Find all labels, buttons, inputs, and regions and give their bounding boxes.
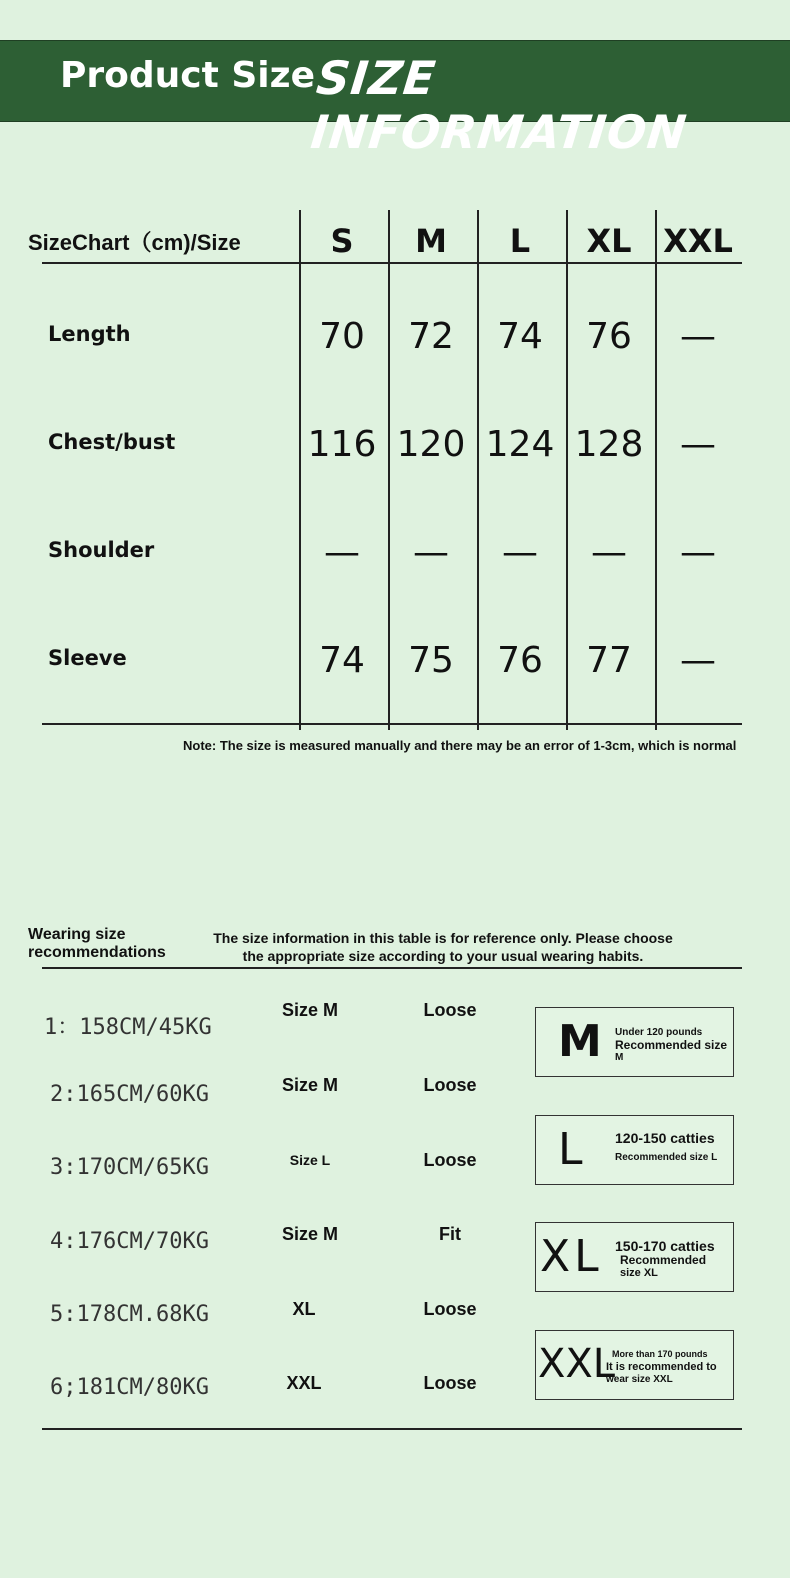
recommendation-size: Size L xyxy=(289,1152,331,1168)
table-cell: 120 xyxy=(396,424,466,465)
recommendations-bottom-divider xyxy=(42,1428,742,1430)
size-header-xxl: XXL xyxy=(663,222,733,260)
recommendation-person: 3:170CM/65KG xyxy=(50,1155,209,1180)
size-box-text: Recommended xyxy=(620,1253,707,1267)
table-cell: — xyxy=(502,532,538,573)
header-banner xyxy=(0,40,790,159)
recommendation-fit: Loose xyxy=(423,1000,477,1020)
table-bottom-divider xyxy=(42,723,742,725)
table-cell: 70 xyxy=(319,316,365,357)
recommendation-fit: Loose xyxy=(423,1299,477,1319)
table-cell: 77 xyxy=(586,640,632,681)
page-title: Product Size xyxy=(60,55,315,96)
size-header-m: M xyxy=(415,222,447,260)
table-cell: 128 xyxy=(574,424,644,465)
recommendation-person: 5:178CM.68KG xyxy=(50,1302,209,1327)
row-label-chest: Chest/bust xyxy=(48,430,176,454)
table-cell: — xyxy=(413,532,449,573)
size-box-text: 150-170 catties xyxy=(615,1238,715,1254)
size-box-l xyxy=(535,1115,734,1185)
size-chart-label: SizeChart（cm)/Size xyxy=(28,230,241,255)
recommendation-size: Size M xyxy=(281,1224,338,1244)
recommendation-fit: Loose xyxy=(423,1373,477,1393)
recommendation-size: Size M xyxy=(281,1075,338,1095)
size-box-letter: XXL xyxy=(538,1341,616,1387)
recommendations-title xyxy=(28,926,166,962)
table-cell: 75 xyxy=(408,640,454,681)
size-box-text: Recommended size L xyxy=(615,1152,718,1163)
recommendation-size: Size M xyxy=(281,1000,338,1020)
table-cell: — xyxy=(324,532,360,573)
table-cell: — xyxy=(680,640,716,681)
table-cell: — xyxy=(591,532,627,573)
size-box-text: 120-150 catties xyxy=(615,1130,715,1146)
table-cell: 74 xyxy=(319,640,365,681)
table-header-divider xyxy=(42,262,742,264)
table-cell: — xyxy=(680,424,716,465)
recommendations-info-line: the appropriate size according to your usual wearing habits. xyxy=(242,948,644,964)
size-box-text: Under 120 pounds xyxy=(615,1027,703,1038)
row-label-shoulder: Shoulder xyxy=(48,538,155,562)
size-box-text: M xyxy=(615,1052,624,1063)
size-header-l: L xyxy=(509,222,531,260)
size-box-letter: M xyxy=(558,1016,602,1067)
size-box-text: wear size XXL xyxy=(606,1374,673,1385)
recommendations-info-line: The size information in this table is for reference only. Please choose xyxy=(213,930,673,946)
size-box-letter: XL xyxy=(540,1231,603,1282)
table-cell: 124 xyxy=(485,424,555,465)
recommendations-title-line: recommendations xyxy=(28,944,166,961)
recommendation-person: 2:165CM/60KG xyxy=(50,1082,209,1107)
size-box-xl xyxy=(535,1222,734,1292)
table-cell: 76 xyxy=(586,316,632,357)
size-box-text: size XL xyxy=(620,1267,658,1279)
size-box-letter: L xyxy=(558,1124,583,1175)
table-cell: 72 xyxy=(408,316,454,357)
size-box-text: Recommended size xyxy=(615,1038,728,1052)
recommendation-fit: Loose xyxy=(423,1150,477,1170)
recommendation-size: XXL xyxy=(286,1373,322,1393)
table-cell: — xyxy=(680,316,716,357)
size-header-s: S xyxy=(330,222,354,260)
recommendations-title-line: Wearing size xyxy=(28,926,126,943)
row-label-length: Length xyxy=(48,322,131,346)
recommendation-fit: Loose xyxy=(423,1075,477,1095)
table-cell: 74 xyxy=(497,316,543,357)
table-cell: 76 xyxy=(497,640,543,681)
recommendation-fit: Fit xyxy=(439,1224,461,1244)
size-box-xxl xyxy=(535,1330,734,1400)
size-box-text: More than 170 pounds xyxy=(612,1349,708,1359)
row-label-sleeve: Sleeve xyxy=(48,646,127,670)
recommendation-person: 4:176CM/70KG xyxy=(50,1229,209,1254)
size-header-xl: XL xyxy=(586,222,632,260)
recommendations-info xyxy=(198,929,688,965)
recommendation-person: 1：158CM/45KG xyxy=(44,1015,212,1040)
recommendation-size: XL xyxy=(292,1299,316,1319)
measurement-note: Note: The size is measured manually and there may be an error of 1-3cm, which is normal xyxy=(183,738,737,753)
recommendation-person: 6;181CM/80KG xyxy=(50,1375,209,1400)
size-box-m xyxy=(535,1007,734,1077)
table-cell: — xyxy=(680,532,716,573)
page-subtitle: SIZE INFORMATION xyxy=(308,51,690,159)
size-box-text: It is recommended to xyxy=(606,1361,717,1373)
recommendations-top-divider xyxy=(42,967,742,969)
table-cell: 116 xyxy=(307,424,377,465)
